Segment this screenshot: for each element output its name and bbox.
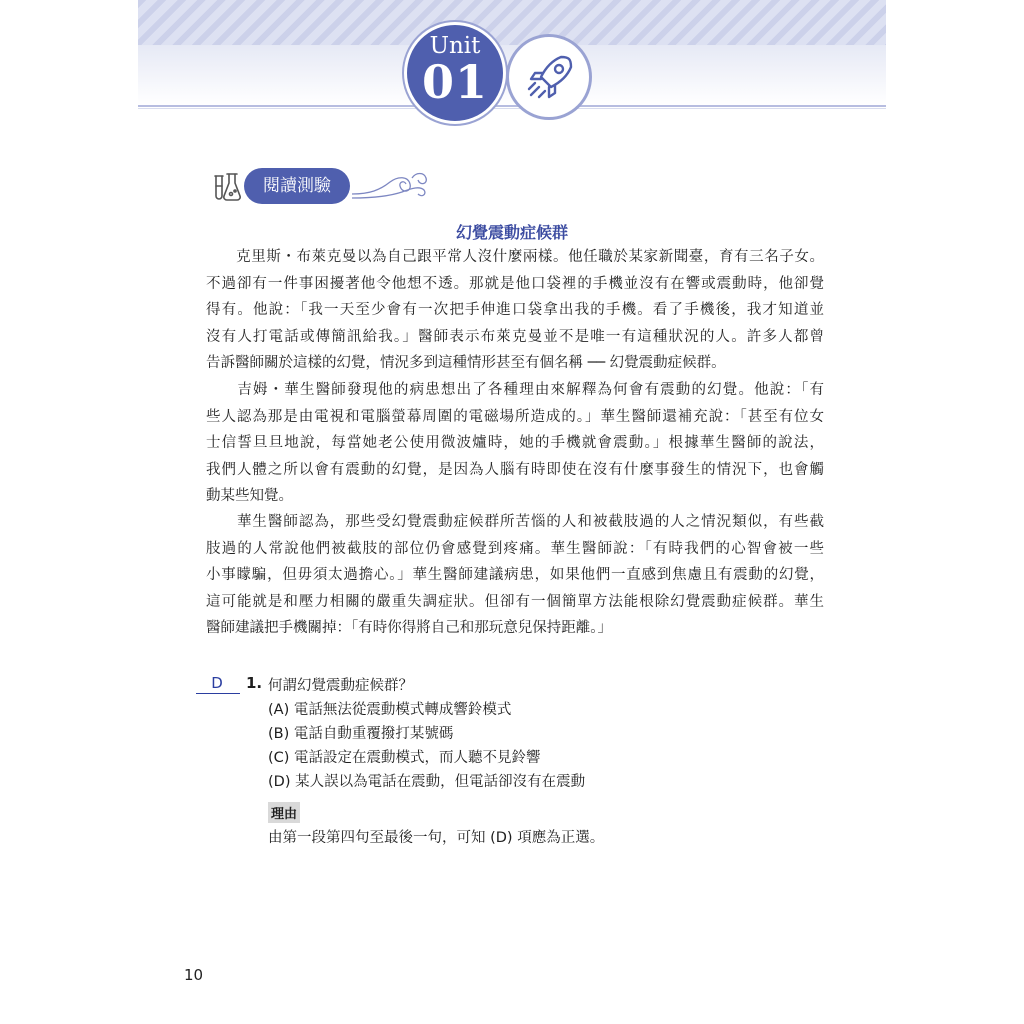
reason-text: 由第一段第四句至最後一句，可知 (D) 項應為正選。 [268, 830, 605, 846]
section-tag: 閱讀測驗 [244, 168, 350, 204]
unit-badge [404, 22, 506, 124]
answer-underline [196, 693, 240, 694]
question-text: 何謂幻覺震動症候群？ [268, 678, 413, 694]
option-a: (A) 電話無法從震動模式轉成響鈴模式 [268, 702, 512, 718]
swirl-ornament-icon [350, 168, 430, 204]
paragraph-line: 不過卻有一件事困擾著他令他想不透。那就是他口袋裡的手機並沒有在響或震動時，他卻覺 [206, 275, 824, 292]
rocket-badge [506, 34, 592, 120]
paragraph-line: 我們人體之所以會有震動的幻覺，是因為人腦有時即使在沒有什麼事發生的情況下，也會觸 [206, 461, 824, 478]
lab-flask-icon [212, 170, 242, 202]
article-title: 幻覺震動症候群 [455, 223, 568, 242]
paragraph-line: 小事矇騙，但毋須太過擔心。」華生醫師建議病患，如果他們一直感到焦慮且有震動的幻覺， [206, 567, 824, 583]
header-banner [138, 0, 886, 45]
paragraph-line: 沒有人打電話或傳簡訊給我。」醫師表示布萊克曼並不是唯一有這種狀況的人。許多人都曾 [206, 328, 824, 345]
rocket-icon [523, 49, 579, 105]
paragraph-2 [206, 377, 824, 510]
option-d: (D) 某人誤以為電話在震動，但電話卻沒有在震動 [268, 774, 586, 790]
paragraph-line: 告訴醫師關於這樣的幻覺，情況多到這種情形甚至有個名稱 ── 幻覺震動症候群。 [206, 355, 726, 371]
textbook-page [138, 0, 886, 1024]
reason-label: 理由 [268, 802, 300, 823]
question-number: 1. [246, 674, 263, 692]
paragraph-line: 肢過的人常說他們被截肢的部位仍會感覺到疼痛。華生醫師說：「有時我們的心智會被一些 [206, 540, 824, 557]
header-rule [138, 105, 886, 107]
paragraph-line: 些人認為那是由電視和電腦螢幕周圍的電磁場所造成的。」華生醫師還補充說：「甚至有位女 [206, 408, 824, 425]
paragraph-line: 克里斯・布萊克曼以為自己跟平常人沒什麼兩樣。他任職於某家新聞臺，育有三名子女。 [206, 249, 824, 265]
unit-number: 01 [421, 55, 488, 109]
paragraph-line: 得有。他說：「我一天至少會有一次把手伸進口袋拿出我的手機。看了手機後，我才知道並 [206, 302, 824, 318]
option-b: (B) 電話自動重覆撥打某號碼 [268, 726, 454, 742]
paragraph-line: 這可能就是和壓力相關的嚴重失調症狀。但卻有一個簡單方法能根除幻覺震動症候群。華生 [206, 593, 824, 610]
header-rule-thin [138, 108, 886, 109]
paragraph-line: 華生醫師認為，那些受幻覺震動症候群所苦惱的人和被截肢過的人之情況類似，有些截 [206, 514, 824, 530]
page-number: 10 [184, 966, 204, 984]
paragraph-line: 吉姆・華生醫師發現他的病患想出了各種理由來解釋為何會有震動的幻覺。他說：「有 [206, 382, 824, 398]
paragraph-3 [206, 509, 824, 642]
paragraph-line: 醫師建議把手機關掉：「有時你得將自己和那玩意兒保持距離。」 [206, 620, 612, 636]
paragraph-line: 士信誓旦旦地說，每當她老公使用微波爐時，她的手機就會震動。」根據華生醫師的說法， [206, 435, 824, 451]
option-c: (C) 電話設定在震動模式，而人聽不見鈴響 [268, 750, 541, 766]
paragraph-1 [206, 244, 824, 377]
paragraph-line: 動某些知覺。 [206, 488, 293, 504]
unit-word: Unit [429, 33, 481, 59]
answer-key: D [211, 674, 223, 692]
